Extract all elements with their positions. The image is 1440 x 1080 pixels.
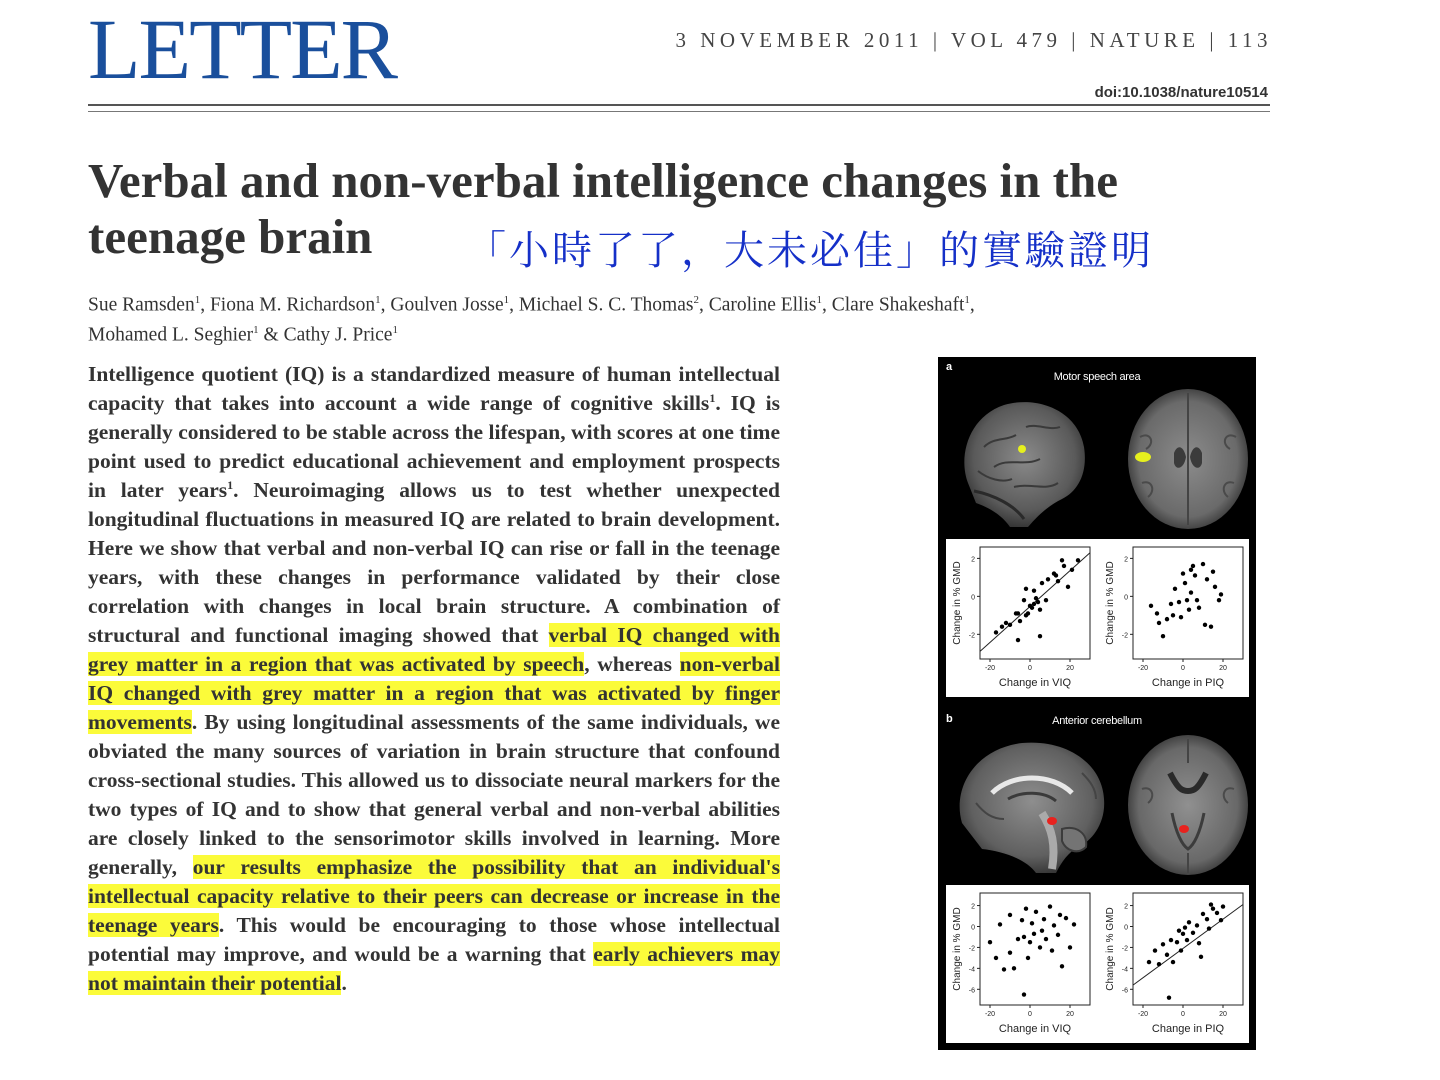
brain-sagittal-a xyxy=(954,387,1088,529)
y-tick-label: 0 xyxy=(971,924,975,932)
data-point xyxy=(1032,602,1036,606)
y-tick-label: 2 xyxy=(971,903,975,911)
data-point xyxy=(1024,907,1028,911)
abstract-text: . xyxy=(341,971,347,995)
y-tick-label: 2 xyxy=(1124,903,1128,911)
y-tick-label: -2 xyxy=(968,632,975,640)
data-point xyxy=(1026,956,1030,960)
data-point xyxy=(1000,625,1004,629)
data-point xyxy=(1040,581,1044,585)
activation-blob-a-axial xyxy=(1135,452,1151,462)
data-point xyxy=(1207,926,1211,930)
data-point xyxy=(1024,587,1028,591)
highlight-verbal-iq: verbal IQ changed with grey matter in a region that was activated by speech xyxy=(88,623,780,676)
data-point xyxy=(1179,615,1183,619)
data-point xyxy=(1028,940,1032,944)
author-affiliation: 1 xyxy=(375,294,381,306)
y-tick-label: 0 xyxy=(971,594,975,602)
author-list xyxy=(88,288,1188,347)
data-point xyxy=(1034,596,1038,600)
author-name[interactable]: Mohamed L. Seghier xyxy=(88,324,254,345)
data-point xyxy=(1036,600,1040,604)
data-point xyxy=(1157,621,1161,625)
data-point xyxy=(1177,928,1181,932)
data-point xyxy=(1181,932,1185,936)
panel-b-label: b xyxy=(946,713,953,725)
data-point xyxy=(1185,598,1189,602)
data-point xyxy=(1020,918,1024,922)
brain-sagittal-b xyxy=(952,733,1108,875)
y-tick-label: 0 xyxy=(1124,924,1128,932)
data-point xyxy=(1191,564,1195,568)
figure-1 xyxy=(938,357,1256,1050)
data-point xyxy=(994,630,998,634)
data-point xyxy=(1048,904,1052,908)
scatter-panel-a xyxy=(946,539,1249,697)
data-point xyxy=(1056,579,1060,583)
data-point xyxy=(1179,948,1183,952)
data-point xyxy=(1201,912,1205,916)
y-axis-label: Change in % GMD xyxy=(1105,561,1116,645)
x-axis-label: Change in PIQ xyxy=(1151,1023,1225,1035)
x-tick-label: -20 xyxy=(984,665,996,672)
data-point xyxy=(1197,606,1201,610)
data-point xyxy=(1042,917,1046,921)
data-point xyxy=(1038,634,1042,638)
x-tick-label: -20 xyxy=(984,1011,996,1018)
data-point xyxy=(1008,950,1012,954)
data-point xyxy=(1199,955,1203,959)
regression-line xyxy=(1133,905,1243,986)
author-separator: , xyxy=(821,294,832,316)
author-separator: & xyxy=(258,324,284,345)
x-tick-label: 0 xyxy=(1181,665,1185,672)
data-point xyxy=(1213,585,1217,589)
data-point xyxy=(1022,598,1026,602)
data-point xyxy=(1038,945,1042,949)
y-tick-label: 2 xyxy=(1124,556,1128,564)
title-line-1: Verbal and non-verbal intelligence changes in the xyxy=(88,153,1118,208)
data-point xyxy=(1219,592,1223,596)
author-affiliation: 1 xyxy=(816,294,822,306)
data-point xyxy=(1016,937,1020,941)
data-point xyxy=(1058,913,1062,917)
abstract-text: . This would be encouraging to those whose intellectual potential may improve, and would be a warning that xyxy=(88,913,780,966)
data-point xyxy=(1203,623,1207,627)
scatter-viq-a xyxy=(946,539,1096,697)
abstract-text: . IQ is generally considered to be stable across the lifespan, with scores at one time point used to predict educational achievement and employment prospects in later years xyxy=(88,391,780,502)
header-rule xyxy=(88,104,1270,106)
x-tick-label: 0 xyxy=(1028,1011,1032,1018)
data-point xyxy=(1030,606,1034,610)
x-axis-label: Change in VIQ xyxy=(998,1023,1072,1035)
data-point xyxy=(1161,634,1165,638)
data-point xyxy=(998,922,1002,926)
panel-b-title: Anterior cerebellum xyxy=(1052,715,1142,727)
author-name[interactable]: Fiona M. Richardson xyxy=(209,294,376,316)
data-point xyxy=(1032,932,1036,936)
data-point xyxy=(1054,573,1058,577)
author-name[interactable]: Michael S. C. Thomas xyxy=(518,294,694,316)
author-separator: , xyxy=(969,294,975,316)
author-separator: , xyxy=(200,294,210,316)
data-point xyxy=(1181,571,1185,575)
data-point xyxy=(1149,604,1153,608)
data-point xyxy=(1060,964,1064,968)
y-tick-label: 2 xyxy=(971,556,975,564)
data-point xyxy=(1012,966,1016,970)
data-point xyxy=(1157,962,1161,966)
reference-1[interactable]: 1 xyxy=(709,390,716,405)
y-tick-label: -6 xyxy=(1121,987,1128,995)
data-point xyxy=(1008,913,1012,917)
x-tick-label: 0 xyxy=(1181,1011,1185,1018)
data-point xyxy=(1191,931,1195,935)
activation-blob-b-axial xyxy=(1179,825,1189,833)
y-tick-label: -6 xyxy=(968,987,975,995)
author-affiliation: 1 xyxy=(253,323,259,336)
data-point xyxy=(1070,568,1074,572)
data-point xyxy=(1173,587,1177,591)
doi-link[interactable]: doi:10.1038/nature10514 xyxy=(1094,84,1268,101)
plot-frame xyxy=(1133,547,1243,659)
data-point xyxy=(1219,918,1223,922)
panel-a-label: a xyxy=(946,361,953,373)
plot-frame xyxy=(1133,893,1243,1005)
data-point xyxy=(1040,928,1044,932)
data-point xyxy=(1161,942,1165,946)
scatter-panel-b xyxy=(946,885,1249,1043)
x-tick-label: 20 xyxy=(1219,665,1227,672)
data-point xyxy=(1221,904,1225,908)
data-point xyxy=(1211,907,1215,911)
author-affiliation: 1 xyxy=(964,294,970,306)
data-point xyxy=(1189,590,1193,594)
data-point xyxy=(1018,619,1022,623)
data-point xyxy=(1155,611,1159,615)
data-point xyxy=(1030,921,1034,925)
data-point xyxy=(1032,588,1036,592)
data-point xyxy=(1209,625,1213,629)
abstract-text: . Neuroimaging allows us to test whether unexpected longitudinal fluctuations in measured IQ are related to brain development. Here we show that verbal and non-verbal IQ can rise or fall in the teenage years, with these changes in performance validated by their close correlation with changes in local brain structure. A combination of structural and functional imaging showed that xyxy=(88,478,780,647)
x-tick-label: -20 xyxy=(1137,665,1149,672)
author-separator: , xyxy=(509,294,519,316)
data-point xyxy=(1062,564,1066,568)
data-point xyxy=(1187,607,1191,611)
issue-line: 3 NOVEMBER 2011 | VOL 479 | NATURE | 113 xyxy=(675,28,1272,52)
data-point xyxy=(988,940,992,944)
data-point xyxy=(1171,613,1175,617)
reference-1[interactable]: 1 xyxy=(227,477,234,492)
x-tick-label: 0 xyxy=(1028,665,1032,672)
data-point xyxy=(1169,602,1173,606)
data-point xyxy=(1185,938,1189,942)
data-point xyxy=(1165,617,1169,621)
data-point xyxy=(1008,623,1012,627)
activation-blob-a-sagittal xyxy=(1018,445,1026,453)
x-axis-label: Change in PIQ xyxy=(1151,677,1225,689)
data-point xyxy=(1016,638,1020,642)
data-point xyxy=(1205,577,1209,581)
data-point xyxy=(1193,573,1197,577)
scatter-piq-b xyxy=(1099,885,1249,1043)
data-point xyxy=(1183,925,1187,929)
data-point xyxy=(1056,933,1060,937)
data-point xyxy=(1217,598,1221,602)
title-line-2: teenage brain xyxy=(88,209,373,264)
data-point xyxy=(1197,941,1201,945)
data-point xyxy=(1046,577,1050,581)
plot-frame xyxy=(980,893,1090,1005)
data-point xyxy=(1175,940,1179,944)
abstract xyxy=(88,360,780,998)
data-point xyxy=(1177,600,1181,604)
data-point xyxy=(1004,621,1008,625)
data-point xyxy=(1034,910,1038,914)
data-point xyxy=(1183,581,1187,585)
header-rule-thin xyxy=(88,111,1270,112)
data-point xyxy=(1044,598,1048,602)
abstract-text: Intelligence quotient (IQ) is a standardized measure of human intellectual capacity that takes into account a wide range of cognitive skills xyxy=(88,362,780,415)
data-point xyxy=(1187,920,1191,924)
data-point xyxy=(1167,995,1171,999)
data-point xyxy=(1201,562,1205,566)
data-point xyxy=(1195,923,1199,927)
data-point xyxy=(994,956,998,960)
author-separator: , xyxy=(380,294,391,316)
data-point xyxy=(1195,598,1199,602)
data-point xyxy=(1038,607,1042,611)
data-point xyxy=(1068,945,1072,949)
data-point xyxy=(1189,568,1193,572)
data-point xyxy=(1022,935,1026,939)
abstract-text: , whereas xyxy=(584,652,680,676)
data-point xyxy=(1026,611,1030,615)
data-point xyxy=(1171,960,1175,964)
data-point xyxy=(1002,967,1006,971)
y-tick-label: -4 xyxy=(968,966,975,974)
y-axis-label: Change in % GMD xyxy=(952,907,963,991)
y-tick-label: -2 xyxy=(1121,632,1128,640)
data-point xyxy=(1209,902,1213,906)
chinese-annotation: 「小時了了，大未必佳」的實驗證明 xyxy=(466,228,1154,274)
x-tick-label: 20 xyxy=(1066,665,1074,672)
data-point xyxy=(1205,917,1209,921)
data-point xyxy=(1153,948,1157,952)
y-axis-label: Change in % GMD xyxy=(952,561,963,645)
author-affiliation: 1 xyxy=(392,323,398,336)
y-tick-label: -2 xyxy=(1121,945,1128,953)
x-tick-label: 20 xyxy=(1219,1011,1227,1018)
author-affiliation: 1 xyxy=(503,294,510,306)
journal-masthead: LETTER xyxy=(88,1,397,97)
data-point xyxy=(1016,611,1020,615)
highlight-results: our results emphasize the possibility that an individual's intellectual capacity relative to their peers can decrease or increase in the teenage years xyxy=(88,855,780,937)
data-point xyxy=(1165,953,1169,957)
data-point xyxy=(1050,948,1054,952)
x-tick-label: -20 xyxy=(1137,1011,1149,1018)
author-name[interactable]: Cathy J. Price xyxy=(283,324,393,345)
author-separator: , xyxy=(698,294,709,316)
data-point xyxy=(1072,922,1076,926)
data-point xyxy=(1215,911,1219,915)
author-name[interactable]: Sue Ramsden xyxy=(88,294,195,316)
data-point xyxy=(1169,938,1173,942)
data-point xyxy=(1052,923,1056,927)
highlight-nonverbal-iq: non-verbal IQ changed with grey matter in a region that was activated by finger movements xyxy=(88,652,780,734)
data-point xyxy=(1064,916,1068,920)
y-tick-label: -4 xyxy=(1121,966,1128,974)
data-point xyxy=(1076,558,1080,562)
data-point xyxy=(1022,992,1026,996)
data-point xyxy=(1066,585,1070,589)
scatter-viq-b xyxy=(946,885,1096,1043)
y-tick-label: 0 xyxy=(1124,594,1128,602)
highlight-early-achievers: early achievers may not maintain their potential xyxy=(88,942,781,995)
data-point xyxy=(1147,960,1151,964)
brain-axial-b xyxy=(1126,733,1250,877)
data-point xyxy=(1060,558,1064,562)
x-axis-label: Change in VIQ xyxy=(998,677,1072,689)
brain-axial-a xyxy=(1126,387,1250,531)
author-name[interactable]: Caroline Ellis xyxy=(708,294,817,316)
author-name[interactable]: Clare Shakeshaft xyxy=(831,294,965,316)
author-affiliation: 1 xyxy=(194,294,201,306)
author-name[interactable]: Goulven Josse xyxy=(390,294,504,316)
x-tick-label: 20 xyxy=(1066,1011,1074,1018)
y-axis-label: Change in % GMD xyxy=(1105,907,1116,991)
activation-blob-b-sagittal xyxy=(1047,817,1057,825)
abstract-text: . By using longitudinal assessments of the same individuals, we obviated the many sources of variation in brain structure that confound cross-sectional studies. This allowed us to dissociate neural markers for the two types of IQ and to show that general verbal and non-verbal abilities are closely linked to the sensorimotor skills involved in learning. More generally, xyxy=(88,710,780,879)
panel-a-title: Motor speech area xyxy=(1053,371,1141,383)
data-point xyxy=(1211,569,1215,573)
scatter-piq-a xyxy=(1099,539,1249,697)
author-affiliation: 2 xyxy=(693,294,699,306)
y-tick-label: -2 xyxy=(968,945,975,953)
data-point xyxy=(1044,937,1048,941)
